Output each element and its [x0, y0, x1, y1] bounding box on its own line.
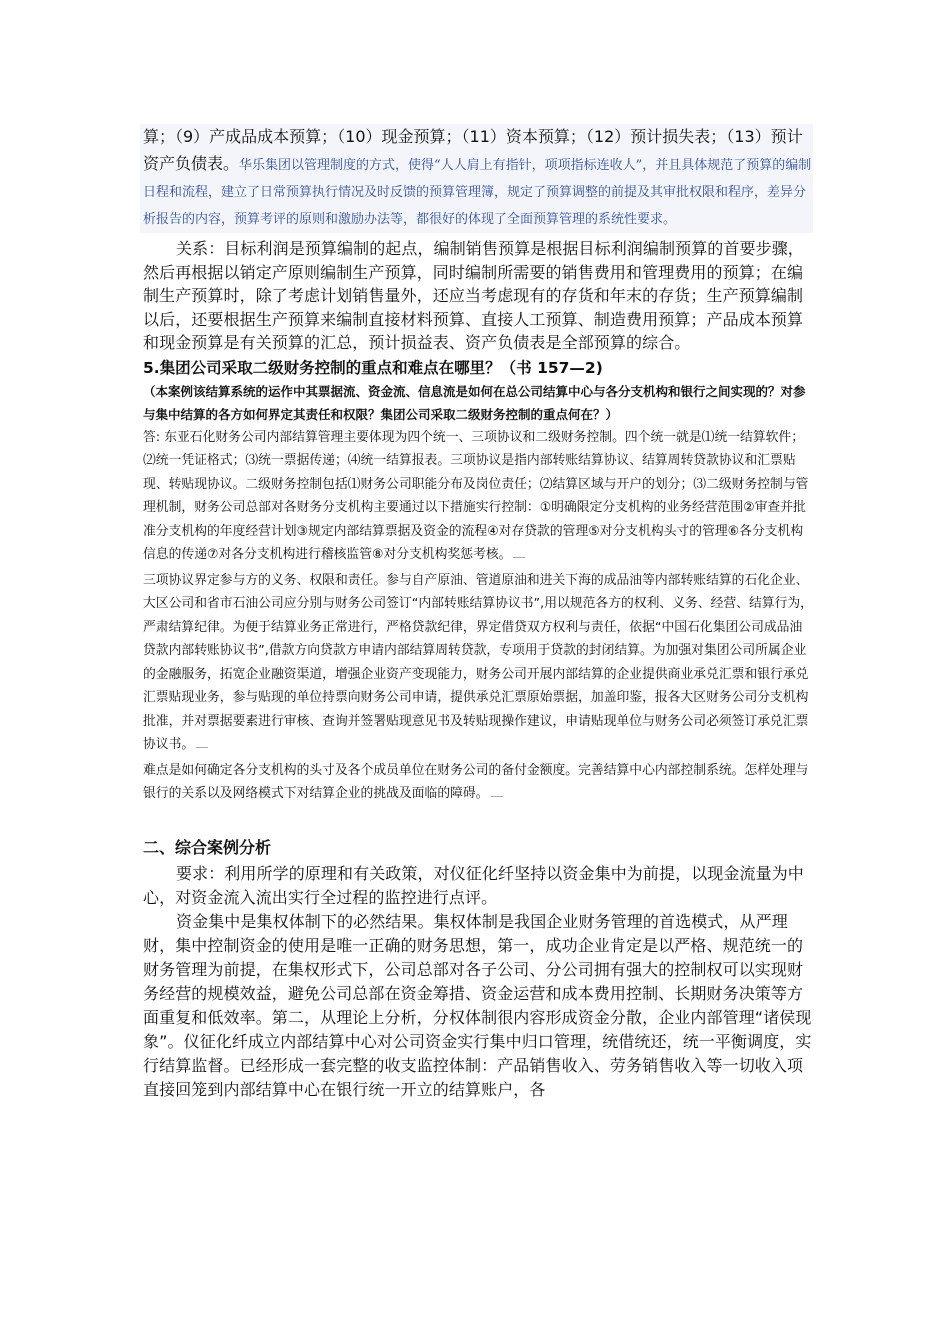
relation-paragraph: 关系：目标利润是预算编制的起点，编制销售预算是根据目标利润编制预算的首要步骤，然后再根据以销定产原则编制生产预算，同时编制所需要的销售费用和管理费用的预算；在编制生产预算时，除了考虑计划销售量外，还应当考虑现有的存货和年末的存货；生产预算编制以后，还要根据生产预算来编制直接材料预算、直接人工预算、制造费用预算；产品成本预算和现金预算是有关预算的汇总，预计损益表、资产负债表是全部预算的综合。	[143, 239, 804, 352]
three-agreements-text: 三项协议界定参与方的义务、权限和责任。参与自产原油、管道原油和进关下海的成品油等内部转账结算的石化企业、大区公司和省市石油公司应分别与财务公司签订“内部转账结算协议书”,用以规范各方的权利、义务、经营、结算行为，严肃结算纪律。为便于结算业务正常进行，严格贷款纪律，界定借贷双方权利与责任，依据“中国石化集团公司成品油贷款内部转账协议书”,借款方向贷款方申请内部结算周转贷款，专项用于贷款的封闭结算。为加强对集团公司所属企业的金融服务，拓宽企业融资渠道，增强企业资产变现能力，财务公司开展内部结算的企业提供商业承兑汇票和银行承兑汇票贴现业务，参与贴现的单位持票向财务公司申请，提供承兑汇票原始票据，加盖印鉴，报各大区财务公司分支机构批准，并对票据要素进行审核、查询并签署贴现意见书及转贴现操作建议，申请贴现单位与财务公司必须签订承兑汇票协议书。	[143, 572, 813, 752]
budget-list-paragraph	[140, 124, 813, 233]
section-2-heading: 二、综合案例分析	[143, 837, 272, 857]
question-5-heading: 5.集团公司采取二级财务控制的重点和难点在哪里？（书 157—2)	[143, 358, 603, 377]
paragraph-mark-icon	[196, 741, 208, 748]
requirement-paragraph: 要求：利用所学的原理和有关政策，对仪征化纤坚持以资金集中为前提，以现金流量为中心，对资金流入流出实行全过程的监控进行点评。	[143, 863, 804, 907]
capital-concentration-paragraph: 资金集中是集权体制下的必然结果。集权体制是我国企业财务管理的首选模式，从严理财，集中控制资金的使用是唯一正确的财务思想，第一，成功企业肯定是以严格、规范统一的财务管理为前提，在集权形式下，公司总部对各子公司、分公司拥有强大的控制权可以实现财务经营的规模效益，避免公司总部在资金筹措、资金运营和成本费用控制、长期财务决策等方面重复和低效率。第二，从理论上分析，分权体制很内容形成资金分散，企业内部管理“诸侯现象”。仪征化纤成立内部结算中心对公司资金实行集中归口管理，统借统还，统一平衡调度，实行结算监督。已经形成一套完整的收支监控体制：产品销售收入、劳务销售收入等一切收入项直接回笼到内部结算中心在银行统一开立的结算账户，各	[143, 911, 812, 1099]
question-5-subquestion: （本案例该结算系统的运作中其票据流、资金流、信息流是如何在总公司结算中心与各分支机构和银行之间实现的？对参与集中结算的各方如何界定其责任和权限？集团公司采取二级财务控制的重点何在？）	[143, 383, 806, 422]
answer-paragraph	[143, 426, 813, 567]
answer-text: 答: 东亚石化财务公司内部结算管理主要体现为四个统一、三项协议和二级财务控制。四个统一就是⑴统一结算软件；⑵统一凭证格式；⑶统一票据传递；⑷统一结算报表。三项协议是指内部转账结算协议、结算周转贷款协议和汇票贴现、转贴现协议。二级财务控制包括⑴财务公司职能分布及岗位责任；⑵结算区域与开户的划分；⑶二级财务控制与管理机制，财务公司总部对各财务分支机构主要通过以下措施实行控制：①明确限定分支机构的业务经营范围②审查并批准分支机构的年度经营计划③规定内部结算票据及资金的流程④对存贷款的管理⑤对分支机构头寸的管理⑥各分支机构信息的传递⑦对各分支机构进行稽核监管⑧对分支机构奖惩考核。	[143, 429, 809, 562]
three-agreements-paragraph	[143, 569, 813, 757]
difficulty-text: 难点是如何确定各分支机构的头寸及各个成员单位在财务公司的备付金额度。完善结算中心内部控制系统。怎样处理与银行的关系以及网络模式下对结算企业的挑战及面临的障碍。	[143, 762, 809, 801]
paragraph-mark-icon	[513, 551, 525, 558]
document-page	[143, 124, 813, 1102]
budget-list-text: 算；（9）产成品成本预算；（10）现金预算；（11）资本预算；（12）预计损失表；（13）预计资产负债表。	[143, 127, 803, 173]
difficulty-paragraph	[143, 759, 813, 806]
paragraph-mark-icon	[491, 790, 503, 797]
huale-group-note: 华乐集团以管理制度的方式，使得“人人肩上有指针，项项指标连收人”，并且具体规范了预算的编制日程和流程，建立了日常预算执行情况及时反馈的预算管理簿，规定了预算调整的前提及其审批权限和程序，差异分析报告的内容，预算考评的原则和激励办法等，都很好的体现了全面预算管理的系统性要求。	[143, 158, 812, 227]
